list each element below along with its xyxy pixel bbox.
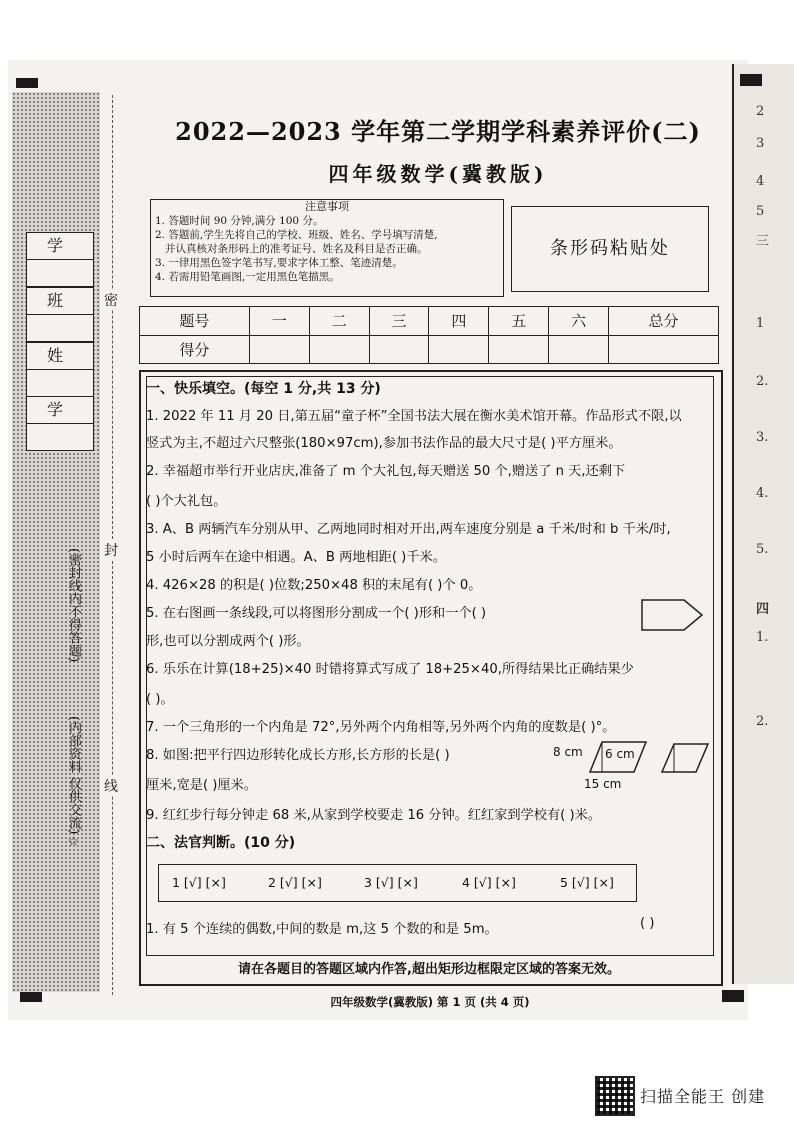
score-cell[interactable] xyxy=(549,335,609,364)
material-note: (内部资料 仅供交流)☆ xyxy=(66,716,81,850)
judge-option-4[interactable]: 4 [√] [×] xyxy=(462,875,516,890)
name-field[interactable] xyxy=(26,370,94,397)
seal-char-mi: 密 xyxy=(104,290,118,310)
score-table xyxy=(139,306,719,364)
question-8-cont: 厘米,宽是( )厘米。 xyxy=(146,778,257,793)
score-cell[interactable] xyxy=(309,335,369,364)
notice-item: 1. 答题时间 90 分钟,满分 100 分。 xyxy=(155,215,324,227)
score-header: 五 xyxy=(489,307,549,336)
right-page-num: 4. xyxy=(756,486,769,501)
scanner-watermark: 扫描全能王 创建 xyxy=(640,1087,766,1106)
class-field[interactable] xyxy=(26,315,94,342)
school-label: 学 xyxy=(26,232,94,260)
notice-item: 2. 答题前,学生先将自己的学校、班级、姓名、学号填写清楚, xyxy=(155,229,438,241)
score-cell[interactable] xyxy=(429,335,489,364)
question-2: 2. 幸福超市举行开业店庆,准备了 m 个大礼包,每天赠送 50 个,赠送了 n 天,还剩下 xyxy=(146,464,626,479)
seal-char-xian: 线 xyxy=(104,776,118,796)
question-3: 3. A、B 两辆汽车分别从甲、乙两地同时相对开出,两车速度分别是 a 千米/时和 b 千米/时, xyxy=(146,522,671,537)
notice-item: 4. 若需用铅笔画图,一定用黑色笔描黑。 xyxy=(155,271,340,283)
school-field[interactable] xyxy=(26,260,94,287)
question-9: 9. 红红步行每分钟走 68 米,从家到学校要走 16 分钟。红红家到学校有( )米。 xyxy=(146,808,602,823)
right-page-num: 1. xyxy=(756,630,769,645)
corner-mark xyxy=(740,74,762,86)
judge-option-2[interactable]: 2 [√] [×] xyxy=(268,875,322,890)
corner-mark xyxy=(722,990,744,1002)
question-5: 5. 在右图画一条线段,可以将图形分割成一个( )形和一个( ) xyxy=(146,606,487,621)
student-id-field[interactable] xyxy=(26,424,94,451)
judge-option-1[interactable]: 1 [√] [×] xyxy=(172,875,226,890)
right-page-num: 3 xyxy=(756,136,765,151)
score-cell[interactable] xyxy=(609,335,719,364)
seal-char-feng: 封 xyxy=(104,540,118,560)
score-header: 总分 xyxy=(609,307,719,336)
section1-title: 一、快乐填空。(每空 1 分,共 13 分) xyxy=(146,381,381,397)
right-page-num: 1 xyxy=(756,316,765,331)
seal-note: (密封线内不得答题) xyxy=(66,548,81,663)
notice-item: 3. 一律用黑色签字笔书写,要求字体工整、笔迹清楚。 xyxy=(155,257,403,269)
question-3-cont: 5 小时后两车在途中相遇。A、B 两地相距( )千米。 xyxy=(146,550,446,565)
class-label: 班 xyxy=(26,287,94,315)
judge-option-5[interactable]: 5 [√] [×] xyxy=(560,875,614,890)
page-footer: 四年级数学(冀教版) 第 1 页 (共 4 页) xyxy=(330,995,530,1009)
right-page-num: 四 xyxy=(756,602,770,617)
judge-answer-paren: ( ) xyxy=(640,916,655,931)
right-page-num: 5 xyxy=(756,204,765,219)
question-5-cont: 形,也可以分割成两个( )形。 xyxy=(146,634,310,649)
question-8: 8. 如图:把平行四边形转化成长方形,长方形的长是( ) xyxy=(146,748,450,763)
figure-base-label: 15 cm xyxy=(584,777,622,791)
question-7: 7. 一个三角形的一个内角是 72°,另外两个内角相等,另外两个内角的度数是( )°。 xyxy=(146,720,616,735)
right-page-num: 5. xyxy=(756,542,769,557)
right-page-num: 3. xyxy=(756,430,769,445)
notice-item: 并认真核对条形码上的准考证号、姓名及科目是否正确。 xyxy=(155,243,428,255)
judge-question-1: 1. 有 5 个连续的偶数,中间的数是 m,这 5 个数的和是 5m。 xyxy=(146,922,498,937)
figure-side-label: 8 cm xyxy=(553,745,583,759)
score-header: 四 xyxy=(429,307,489,336)
pentagon-figure xyxy=(640,598,704,632)
answer-area-warning: 请在各题目的答题区域内作答,超出矩形边框限定区域的答案无效。 xyxy=(238,962,620,977)
score-header: 六 xyxy=(549,307,609,336)
question-4: 4. 426×28 的积是( )位数;250×48 积的末尾有( )个 0。 xyxy=(146,578,482,593)
judge-option-3[interactable]: 3 [√] [×] xyxy=(364,875,418,890)
score-header: 题号 xyxy=(140,307,250,336)
score-cell[interactable] xyxy=(369,335,429,364)
right-page-num: 2. xyxy=(756,714,769,729)
name-label: 姓 xyxy=(26,342,94,370)
question-6: 6. 乐乐在计算(18+25)×40 时错将算式写成了 18+25×40,所得结果比正确结果少 xyxy=(146,662,634,677)
score-header: 三 xyxy=(369,307,429,336)
score-cell[interactable] xyxy=(249,335,309,364)
right-page-num: 4 xyxy=(756,174,765,189)
corner-mark xyxy=(16,78,38,88)
notice-title: 注意事项 xyxy=(305,200,349,213)
figure-height-label: 6 cm xyxy=(605,747,635,761)
barcode-area: 条形码粘贴处 xyxy=(511,206,709,292)
next-page-edge xyxy=(732,64,794,984)
qr-code-icon xyxy=(595,1076,635,1116)
question-1: 1. 2022 年 11 月 20 日,第五届“童子杯”全国书法大展在衡水美术馆开幕。作品形式不限,以 xyxy=(146,409,682,424)
exam-title: 2022—2023 学年第二学期学科素养评价(二) xyxy=(175,117,701,146)
section2-title: 二、法官判断。(10 分) xyxy=(146,835,296,851)
score-row-label: 得分 xyxy=(140,335,250,364)
right-page-num: 三 xyxy=(756,234,770,249)
binding-strip xyxy=(12,92,100,992)
score-cell[interactable] xyxy=(489,335,549,364)
student-id-label: 学 xyxy=(26,396,94,424)
right-page-num: 2. xyxy=(756,374,769,389)
score-header: 二 xyxy=(309,307,369,336)
exam-subtitle: 四年级数学(冀教版) xyxy=(328,162,548,186)
score-header: 一 xyxy=(249,307,309,336)
question-2-cont: ( )个大礼包。 xyxy=(146,494,227,509)
notice-box xyxy=(150,199,504,297)
question-1-cont: 竖式为主,不超过六尺整张(180×97cm),参加书法作品的最大尺寸是( )平方厘米。 xyxy=(146,436,622,451)
question-6-cont: ( )。 xyxy=(146,692,174,707)
right-page-num: 2 xyxy=(756,104,765,119)
